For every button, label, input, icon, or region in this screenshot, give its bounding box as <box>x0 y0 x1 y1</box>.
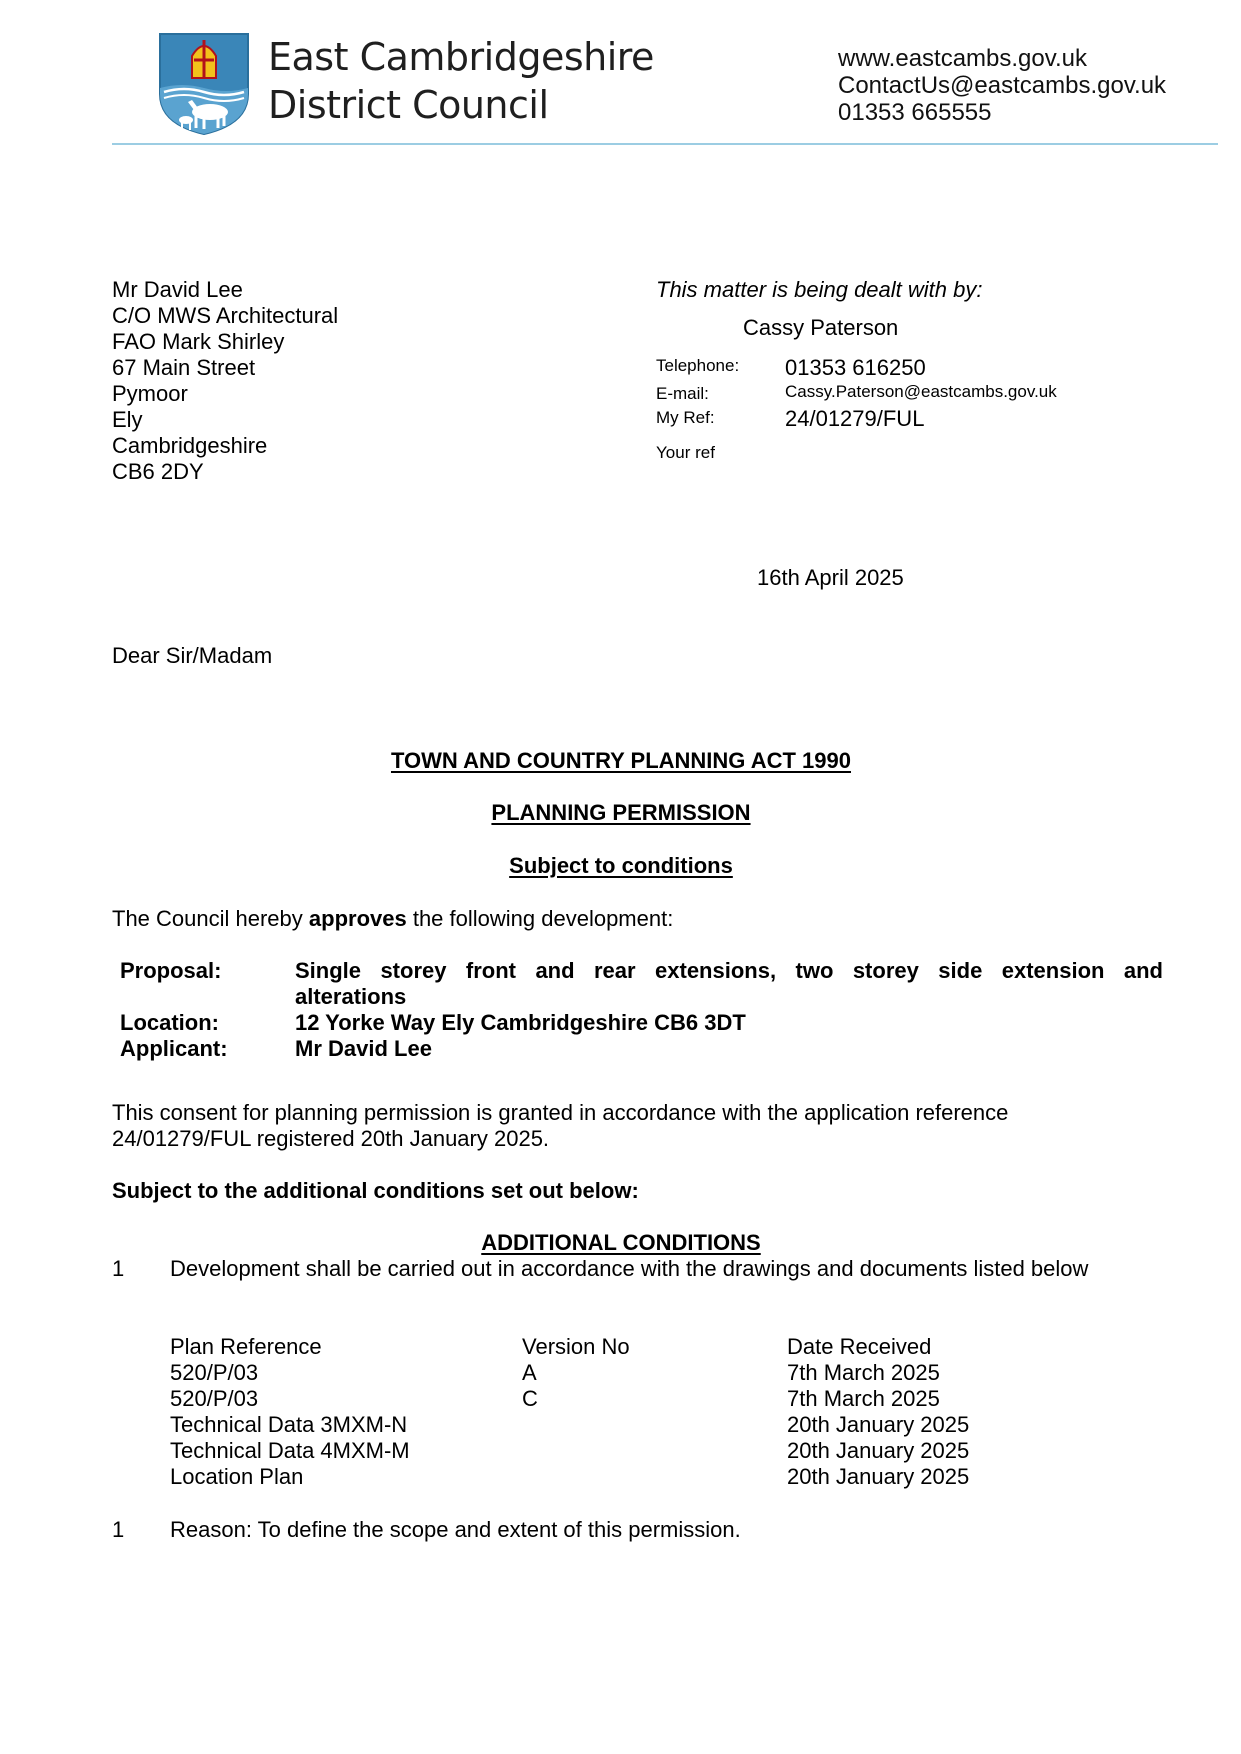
approval-before: The Council hereby <box>112 906 309 931</box>
approval-after: the following development: <box>406 906 674 931</box>
address-line: Mr David Lee <box>112 277 243 302</box>
salutation: Dear Sir/Madam <box>112 643 273 668</box>
table-row <box>170 1438 1070 1464</box>
council-website[interactable]: www.eastcambs.gov.uk <box>838 45 1087 72</box>
council-name-line1: East Cambridgeshire <box>268 35 654 79</box>
officer-telephone: 01353 616250 <box>785 355 926 380</box>
act-heading-text: TOWN AND COUNTRY PLANNING ACT 1990 <box>390 748 851 773</box>
permission-heading <box>112 800 1130 826</box>
table-cell-plan: Technical Data 4MXM-M <box>170 1438 410 1463</box>
table-cell-plan: 520/P/03 <box>170 1360 259 1385</box>
officer-email[interactable]: Cassy.Paterson@eastcambs.gov.uk <box>785 382 1057 401</box>
address-line: CB6 2DY <box>112 459 204 484</box>
table-row <box>170 1360 1070 1386</box>
table-cell-version: C <box>522 1386 538 1411</box>
consent-text: This consent for planning permission is granted in accordance with the application reference 24/01279/FUL registered 20th January 2025. <box>112 1100 1009 1151</box>
table-cell-plan: Location Plan <box>170 1464 304 1489</box>
address-line: C/O MWS Architectural <box>112 303 339 328</box>
conditions-heading-text: ADDITIONAL CONDITIONS <box>481 1230 761 1255</box>
subject-heading-text: Subject to conditions <box>509 853 733 878</box>
telephone-label: Telephone: <box>656 356 740 375</box>
table-header-plan: Plan Reference <box>170 1334 322 1359</box>
address-line: Cambridgeshire <box>112 433 268 458</box>
proposal-label: Proposal: <box>120 958 222 983</box>
my-ref-label: My Ref: <box>656 408 715 427</box>
table-header-date: Date Received <box>787 1334 932 1359</box>
table-row <box>170 1412 1070 1438</box>
your-ref-label: Your ref <box>656 443 715 462</box>
table-cell-plan: Technical Data 3MXM-N <box>170 1412 408 1437</box>
reason-text: Reason: To define the scope and extent of this permission. <box>170 1517 741 1542</box>
letter-date: 16th April 2025 <box>757 565 904 590</box>
table-row <box>170 1464 1070 1490</box>
additional-conditions-intro: Subject to the additional conditions set out below: <box>112 1178 639 1203</box>
approval-statement <box>112 906 673 932</box>
table-header-row <box>170 1334 1070 1360</box>
plans-table <box>170 1334 1070 1490</box>
conditions-heading <box>112 1230 1130 1256</box>
approval-bold: approves <box>308 906 407 931</box>
address-line: Ely <box>112 407 143 432</box>
table-header-version: Version No <box>522 1334 630 1359</box>
header-divider <box>112 143 1218 145</box>
applicant-value: Mr David Lee <box>295 1036 432 1061</box>
act-heading <box>112 748 1130 774</box>
proposal-value: Single storey front and rear extensions, two storey side extension and alterations <box>295 958 1163 1009</box>
email-label: E-mail: <box>656 384 709 403</box>
address-line: 67 Main Street <box>112 355 256 380</box>
council-crest-icon <box>158 32 250 136</box>
council-phone: 01353 665555 <box>838 99 992 126</box>
reason-number: 1 <box>112 1517 125 1542</box>
applicant-label: Applicant: <box>120 1036 228 1061</box>
subject-heading <box>112 853 1130 879</box>
location-label: Location: <box>120 1010 219 1035</box>
table-cell-version: A <box>522 1360 537 1385</box>
location-value: 12 Yorke Way Ely Cambridgeshire CB6 3DT <box>295 1010 746 1035</box>
table-cell-date: 20th January 2025 <box>787 1438 970 1463</box>
council-email[interactable]: ContactUs@eastcambs.gov.uk <box>838 72 1167 99</box>
table-cell-plan: 520/P/03 <box>170 1386 259 1411</box>
my-ref-value: 24/01279/FUL <box>785 406 925 431</box>
address-line: FAO Mark Shirley <box>112 329 285 354</box>
permission-heading-text: PLANNING PERMISSION <box>491 800 751 825</box>
table-cell-date: 20th January 2025 <box>787 1412 970 1437</box>
address-line: Pymoor <box>112 381 188 406</box>
table-cell-date: 20th January 2025 <box>787 1464 970 1489</box>
table-cell-date: 7th March 2025 <box>787 1386 940 1411</box>
condition-text: Development shall be carried out in accordance with the drawings and documents listed below <box>170 1256 1089 1281</box>
recipient-address <box>112 277 338 485</box>
table-row <box>170 1386 1070 1412</box>
officer-name: Cassy Paterson <box>743 315 899 340</box>
condition-number: 1 <box>112 1256 125 1281</box>
council-name-line2: District Council <box>268 83 549 127</box>
dealt-with-heading: This matter is being dealt with by: <box>656 277 983 302</box>
table-cell-date: 7th March 2025 <box>787 1360 940 1385</box>
